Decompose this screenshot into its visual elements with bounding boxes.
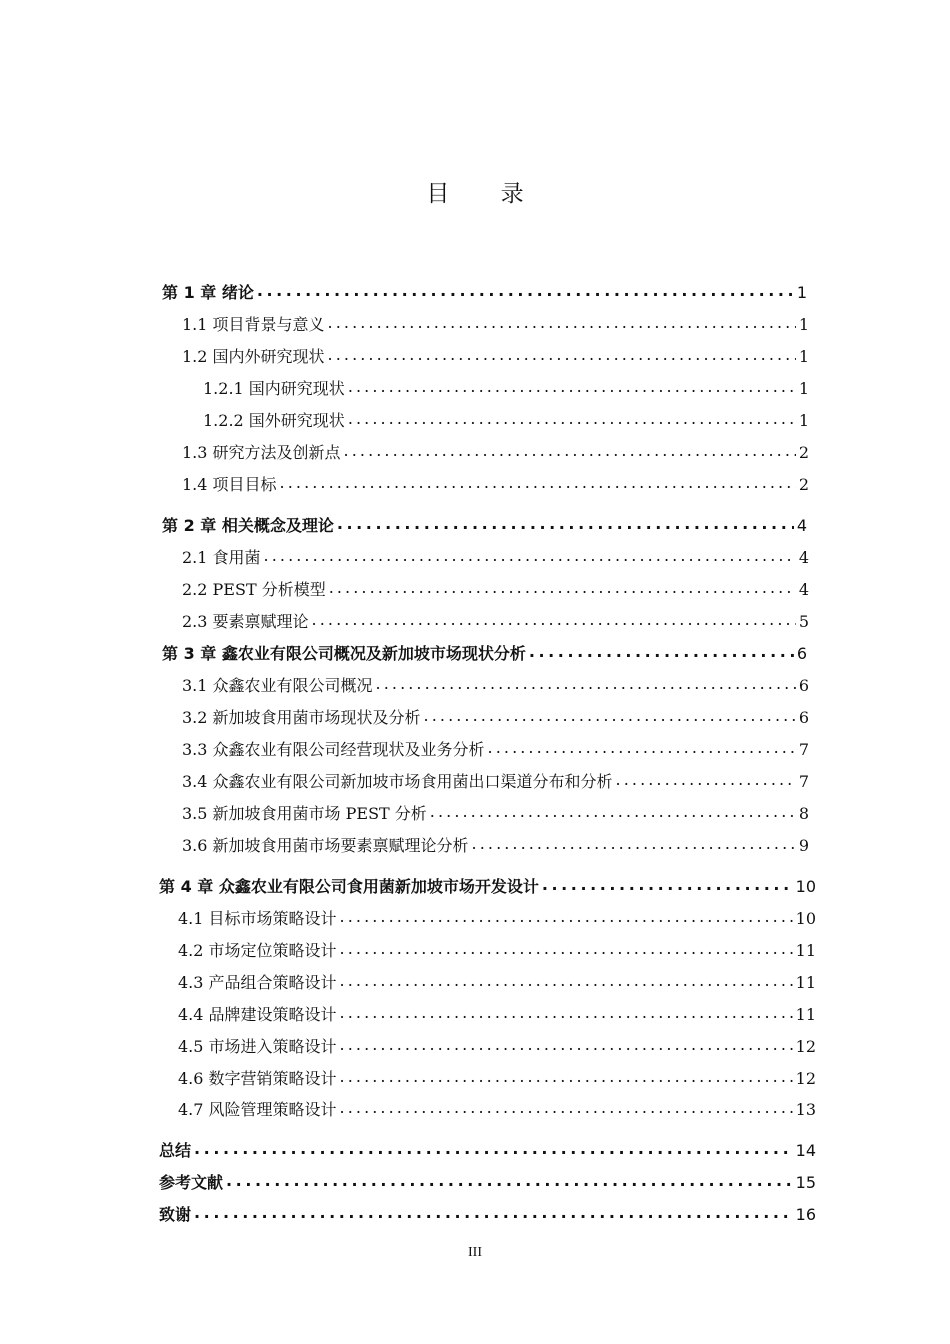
toc-entry-page: 8 [798,804,809,823]
toc-entry-label: 第 1 章 绪论 [162,283,254,302]
toc-entry[interactable] [178,999,816,1031]
toc-entry-page: 11 [795,941,816,960]
dot-leader [348,371,796,403]
dot-leader [340,901,793,933]
toc-entry[interactable] [178,1094,816,1126]
toc-entry-page: 11 [795,973,816,992]
dot-leader [340,965,793,997]
toc-entry-label: 参考文献 [159,1173,224,1192]
toc-entry[interactable] [182,830,809,862]
page-title: 目 录 [426,181,546,207]
toc-entry-label: 1.4 项目目标 [182,475,277,494]
dot-leader [430,796,796,828]
toc-entry[interactable] [182,469,809,501]
toc-entry-label: 4.4 品牌建设策略设计 [178,1005,337,1024]
toc-entry-page: 4 [798,548,809,567]
toc-entry-page: 13 [795,1100,816,1119]
dot-leader [340,933,793,965]
dot-leader [312,604,796,636]
toc-entry[interactable] [162,638,807,670]
toc-entry-label: 3.4 众鑫农业有限公司新加坡市场食用菌出口渠道分布和分析 [182,772,613,791]
toc-entry-page: 1 [796,283,807,302]
toc-entry[interactable] [203,405,809,437]
toc-entry[interactable] [178,1063,816,1095]
toc-entry-page: 16 [795,1205,816,1224]
toc-entry-label: 3.2 新加坡食用菌市场现状及分析 [182,708,421,727]
toc-entry-label: 第 2 章 相关概念及理论 [162,516,334,535]
toc-entry-page: 6 [798,708,809,727]
dot-leader [616,764,796,796]
dot-leader [348,403,796,435]
toc-entry-page: 7 [798,772,809,791]
toc-entry[interactable] [182,670,809,702]
toc-entry-label: 第 3 章 鑫农业有限公司概况及新加坡市场现状分析 [162,644,526,663]
toc-entry-page: 15 [795,1173,816,1192]
toc-entry[interactable] [162,510,807,542]
toc-entry[interactable] [159,1199,816,1231]
dot-leader [226,1165,793,1197]
toc-entry-page: 1 [798,315,809,334]
toc-entry-page: 9 [798,836,809,855]
toc-entry-label: 1.2 国内外研究现状 [182,347,325,366]
toc-entry-page: 7 [798,740,809,759]
toc-entry[interactable] [203,373,809,405]
dot-leader [194,1133,793,1165]
toc-entry[interactable] [182,606,809,638]
toc-entry-page: 6 [796,644,807,663]
dot-leader [280,467,796,499]
dot-leader [488,732,796,764]
toc-entry-page: 2 [798,475,809,494]
page-number: III [468,1245,482,1260]
toc-entry-page: 12 [795,1069,816,1088]
dot-leader [376,668,796,700]
toc-entry-label: 3.5 新加坡食用菌市场 PEST 分析 [182,804,427,823]
toc-entry-page: 2 [798,443,809,462]
dot-leader [337,508,794,540]
toc-entry-page: 10 [795,877,816,896]
dot-leader [344,435,796,467]
dot-leader [257,275,794,307]
toc-entry-page: 11 [795,1005,816,1024]
toc-entry[interactable] [182,734,809,766]
toc-entry-label: 3.3 众鑫农业有限公司经营现状及业务分析 [182,740,485,759]
toc-entry-page: 14 [795,1141,816,1160]
toc-entry[interactable] [178,1031,816,1063]
toc-entry[interactable] [182,341,809,373]
dot-leader [340,997,793,1029]
toc-entry[interactable] [182,798,809,830]
toc-entry-label: 2.1 食用菌 [182,548,261,567]
toc-entry[interactable] [159,1135,816,1167]
toc-entry-label: 3.1 众鑫农业有限公司概况 [182,676,373,695]
toc-entry[interactable] [162,277,807,309]
toc-entry-page: 1 [798,411,809,430]
dot-leader [264,540,796,572]
dot-leader [424,700,796,732]
toc-entry-page: 6 [798,676,809,695]
toc-entry[interactable] [182,309,809,341]
toc-entry-label: 4.1 目标市场策略设计 [178,909,337,928]
toc-entry[interactable] [178,903,816,935]
toc-entry-label: 1.1 项目背景与意义 [182,315,325,334]
toc-entry-label: 2.3 要素禀赋理论 [182,612,309,631]
toc-entry-label: 4.5 市场进入策略设计 [178,1037,337,1056]
dot-leader [194,1197,793,1229]
toc-entry-page: 4 [796,516,807,535]
toc-entry-label: 第 4 章 众鑫农业有限公司食用菌新加坡市场开发设计 [159,877,539,896]
dot-leader [472,828,796,860]
toc-entry-page: 4 [798,580,809,599]
toc-entry[interactable] [178,935,816,967]
dot-leader [340,1092,793,1124]
toc-entry-label: 致谢 [159,1205,192,1224]
toc-entry-label: 4.2 市场定位策略设计 [178,941,337,960]
toc-entry-label: 1.3 研究方法及创新点 [182,443,341,462]
dot-leader [340,1029,793,1061]
toc-entry-page: 10 [795,909,816,928]
toc-entry[interactable] [182,766,809,798]
toc-entry-label: 4.3 产品组合策略设计 [178,973,337,992]
dot-leader [542,869,793,901]
toc-entry-page: 5 [798,612,809,631]
dot-leader [328,307,796,339]
toc-entry-label: 1.2.2 国外研究现状 [203,411,345,430]
dot-leader [329,572,796,604]
toc-entry-label: 总结 [159,1141,192,1160]
toc-entry[interactable] [182,437,809,469]
toc-entry[interactable] [182,574,809,606]
dot-leader [328,339,796,371]
toc-entry-label: 2.2 PEST 分析模型 [182,580,326,599]
toc-entry-label: 4.7 风险管理策略设计 [178,1100,337,1119]
toc-entry-page: 12 [795,1037,816,1056]
toc-entry-label: 4.6 数字营销策略设计 [178,1069,337,1088]
toc-entry[interactable] [182,542,809,574]
dot-leader [529,636,794,668]
toc-entry-label: 3.6 新加坡食用菌市场要素禀赋理论分析 [182,836,469,855]
toc-entry[interactable] [159,871,816,903]
toc-entry[interactable] [159,1167,816,1199]
toc-entry[interactable] [182,702,809,734]
toc-entry[interactable] [178,967,816,999]
toc-entry-page: 1 [798,347,809,366]
toc-entry-page: 1 [798,379,809,398]
toc-entry-label: 1.2.1 国内研究现状 [203,379,345,398]
dot-leader [340,1061,793,1093]
